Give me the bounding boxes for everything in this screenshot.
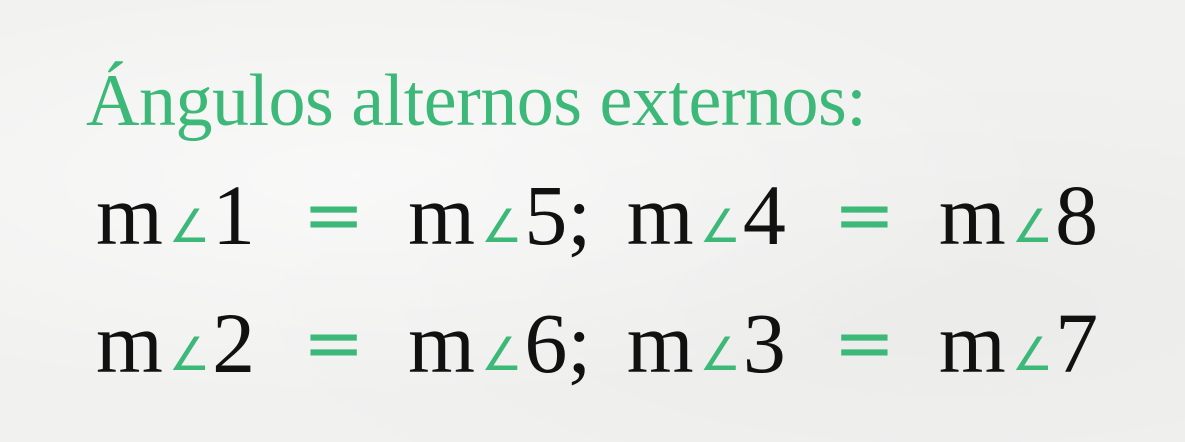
measure-m: m [96, 295, 163, 391]
angle-number: 8 [1055, 167, 1099, 263]
angle-symbol-icon: ∠ [481, 327, 523, 381]
angle-symbol-icon: ∠ [168, 199, 211, 253]
measure-m: m [408, 295, 476, 391]
angle-symbol-icon: ∠ [699, 199, 741, 253]
angle-number: 4 [742, 167, 786, 263]
separator: ; [567, 295, 592, 391]
equation-line-2 [96, 295, 1099, 391]
equation-line-1 [96, 167, 1099, 263]
equals-sign: = [302, 172, 365, 258]
angle-number: 1 [212, 167, 256, 263]
measure-m: m [938, 295, 1006, 391]
angle-symbol-icon: ∠ [168, 327, 211, 381]
measure-m: m [408, 167, 476, 263]
measure-m: m [96, 167, 163, 263]
angle-symbol-icon: ∠ [1011, 327, 1054, 381]
angle-symbol-icon: ∠ [699, 327, 741, 381]
equals-sign: = [833, 172, 896, 258]
measure-m: m [626, 167, 694, 263]
equals-sign: = [302, 300, 365, 386]
angle-number: 6 [524, 295, 568, 391]
angle-number: 2 [212, 295, 256, 391]
angle-number: 7 [1055, 295, 1099, 391]
measure-m: m [938, 167, 1006, 263]
angle-symbol-icon: ∠ [481, 199, 523, 253]
title-heading: Ángulos alternos externos: [86, 60, 867, 142]
measure-m: m [626, 295, 694, 391]
angle-number: 5 [524, 167, 568, 263]
angle-number: 3 [742, 295, 786, 391]
equals-sign: = [833, 300, 896, 386]
angle-symbol-icon: ∠ [1011, 199, 1054, 253]
separator: ; [567, 167, 592, 263]
